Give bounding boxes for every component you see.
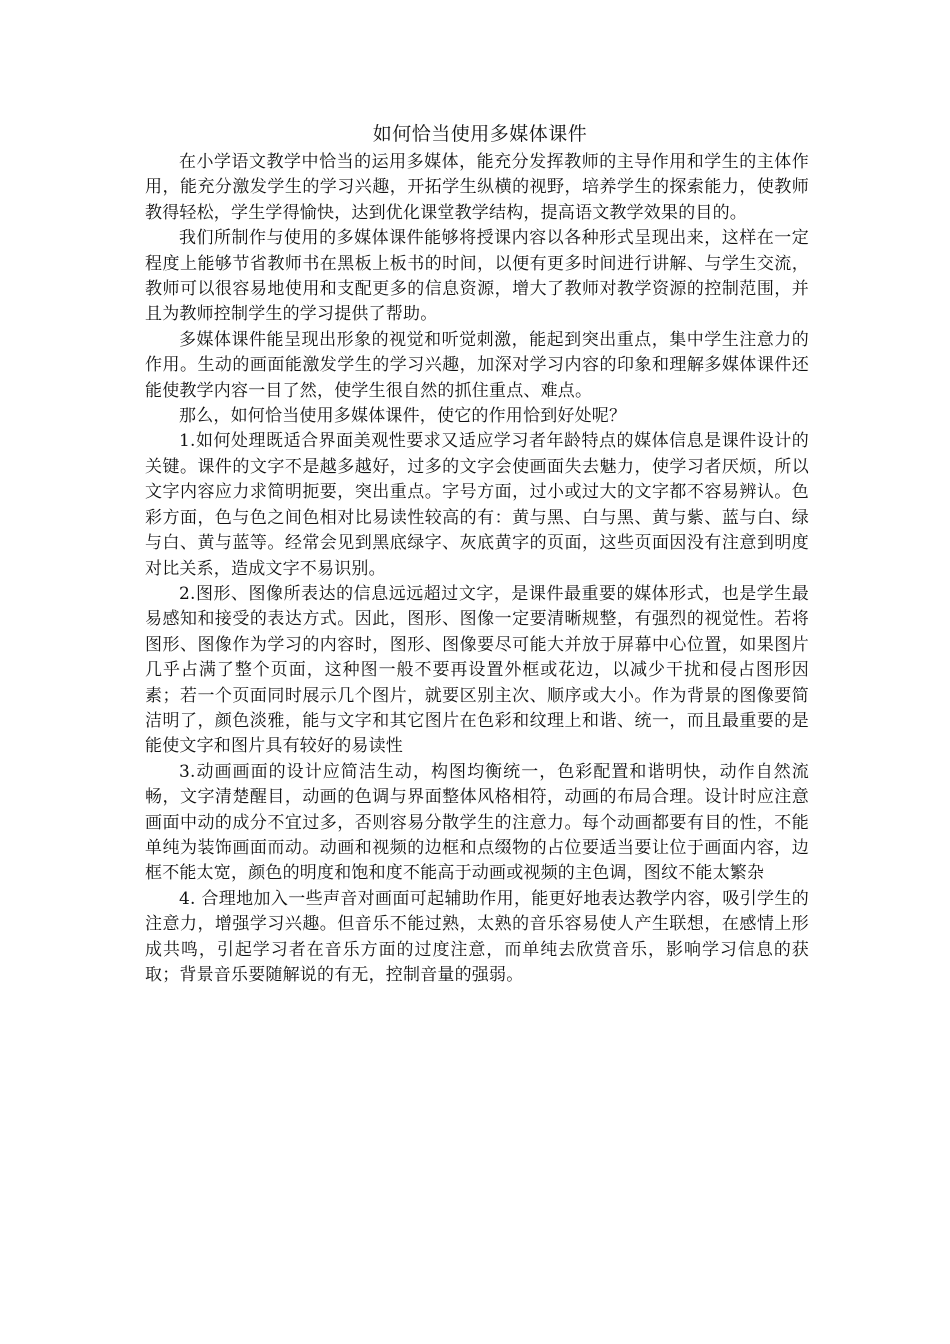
paragraph-intro: 在小学语文教学中恰当的运用多媒体，能充分发挥教师的主导作用和学生的主体作用，能充分激发学生的学习兴趣，开拓学生纵横的视野，培养学生的探索能力，使教师教得轻松，学生学得愉快，达到优化课堂教学结构，提高语文教学效果的目的。 bbox=[145, 152, 809, 223]
paragraph-point-1-text: 1.如何处理既适合界面美观性要求又适应学习者年龄特点的媒体信息是课件设计的关键。课件的文字不是越多越好，过多的文字会使画面失去魅力，使学习者厌烦，所以文字内容应力求简明扼要，突出重点。字号方面，过小或过大的文字都不容易辨认。色彩方面，色与色之间色相对比易读性较高的有：黄与黑、白与黑、黄与紫、蓝与白、绿与白、黄与蓝等。经常会见到黑底绿字、灰底黄字的页面，这些页面因没有注意到明度对比关系，造成文字不易识别。 bbox=[145, 431, 809, 579]
paragraph-point-2-images: 2.图形、图像所表达的信息远远超过文字，是课件最重要的媒体形式，也是学生最易感知和接受的表达方式。因此，图形、图像一定要清晰规整，有强烈的视觉性。若将图形、图像作为学习的内容时，图形、图像要尽可能大并放于屏幕中心位置，如果图片几乎占满了整个页面，这种图一般不要再设置外框或花边，以减少干扰和侵占图形因素；若一个页面同时展示几个图片，就要区别主次、顺序或大小。作为背景的图像要简洁明了，颜色淡雅，能与文字和其它图片在色彩和纹理上和谐、统一，而且最重要的是能使文字和图片具有较好的易读性 bbox=[145, 583, 809, 757]
paragraph-question: 那么，如何恰当使用多媒体课件，使它的作用恰到好处呢？ bbox=[179, 406, 627, 427]
document-title: 如何恰当使用多媒体课件 bbox=[372, 123, 588, 145]
paragraph-point-4-sound: 4. 合理地加入一些声音对画面可起辅助作用，能更好地表达教学内容，吸引学生的注意力，增强学习兴趣。但音乐不能过熟，太熟的音乐容易使人产生联想，在感情上形成共鸣，引起学习者在音乐方面的过度注意，而单纯去欣赏音乐，影响学习信息的获取；背景音乐要随解说的有无，控制音量的强弱。 bbox=[145, 888, 809, 985]
paragraph-point-3-animation: 3.动画画面的设计应简洁生动，构图均衡统一，色彩配置和谐明快，动作自然流畅，文字清楚醒目，动画的色调与界面整体风格相符，动画的布局合理。设计时应注意画面中动的成分不宜过多，否则容易分散学生的注意力。每个动画都要有目的性，不能单纯为装饰画面而动。动画和视频的边框和点缀物的占位要适当要让位于画面内容，边框不能太宽，颜色的明度和饱和度不能高于动画或视频的主色调，图纹不能太繁杂 bbox=[145, 761, 809, 884]
paragraph-stimulation: 多媒体课件能呈现出形象的视觉和听觉刺激，能起到突出重点，集中学生注意力的作用。生动的画面能激发学生的学习兴趣，加深对学习内容的印象和理解多媒体课件还能使教学内容一目了然，使学生很自然的抓住重点、难点。 bbox=[145, 329, 809, 401]
document-page bbox=[145, 118, 809, 988]
paragraph-courseware-benefits: 我们所制作与使用的多媒体课件能够将授课内容以各种形式呈现出来，这样在一定程度上能够节省教师书在黑板上板书的时间，以便有更多时间进行讲解、与学生交流，教师可以很容易地使用和支配更多的信息资源，增大了教师对教学资源的控制范围，并且为教师控制学生的学习提供了帮助。 bbox=[145, 228, 809, 325]
